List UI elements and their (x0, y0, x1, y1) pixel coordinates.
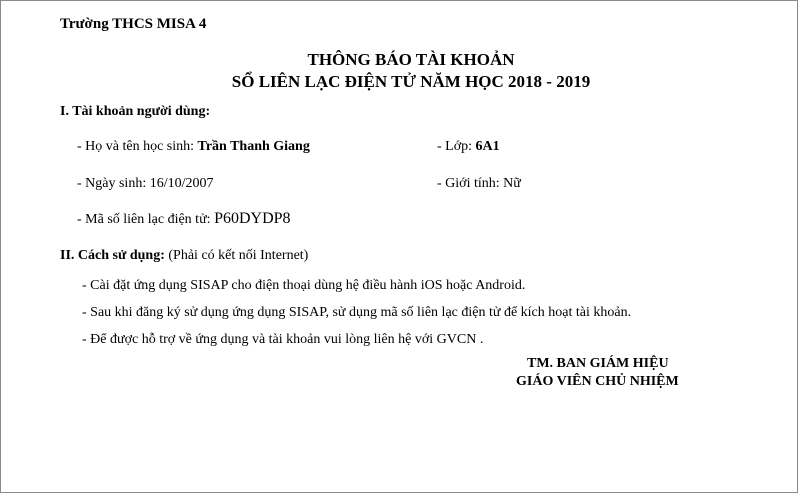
student-name-value: Trần Thanh Giang (197, 139, 310, 154)
school-name: Trường THCS MISA 4 (60, 16, 207, 32)
instruction-item: - Sau khi đăng ký sử dụng ứng dụng SISAP, sử dụng mã số liên lạc điện tử để kích hoạt tài khoản. (82, 305, 632, 320)
class-value: 6A1 (475, 139, 500, 154)
code-row (77, 210, 291, 228)
student-name-row (77, 139, 310, 155)
gender-row (437, 176, 521, 192)
section2-heading: II. Cách sử dụng: (60, 248, 165, 263)
birthdate-row (77, 176, 214, 192)
birthdate-value: 16/10/2007 (149, 176, 214, 191)
code-label: - Mã số liên lạc điện tử: (77, 212, 215, 227)
birthdate-label: - Ngày sinh: (77, 176, 150, 191)
section2-note: (Phải có kết nối Internet) (164, 248, 309, 263)
signature-line2: GIÁO VIÊN CHỦ NHIỆM (516, 374, 679, 389)
class-row (437, 139, 500, 155)
document-title: THÔNG BÁO TÀI KHOẢN (307, 50, 515, 69)
class-label: - Lớp: (437, 139, 476, 154)
instruction-item: - Để được hỗ trợ về ứng dụng và tài khoản vui lòng liên hệ với GVCN . (82, 332, 484, 347)
section1-heading: I. Tài khoản người dùng: (60, 104, 211, 119)
document-subtitle: SỔ LIÊN LẠC ĐIỆN TỬ NĂM HỌC 2018 - 2019 (231, 72, 591, 91)
code-value: P60DYDP8 (214, 210, 291, 227)
student-name-label: - Họ và tên học sinh: (77, 139, 198, 154)
section2-heading-row (60, 248, 308, 264)
gender-label: - Giới tính: (437, 176, 504, 191)
instruction-item: - Cài đặt ứng dụng SISAP cho điện thoại dùng hệ điều hành iOS hoặc Android. (82, 278, 526, 293)
signature-line1: TM. BAN GIÁM HIỆU (527, 356, 669, 371)
gender-value: Nữ (503, 176, 521, 191)
